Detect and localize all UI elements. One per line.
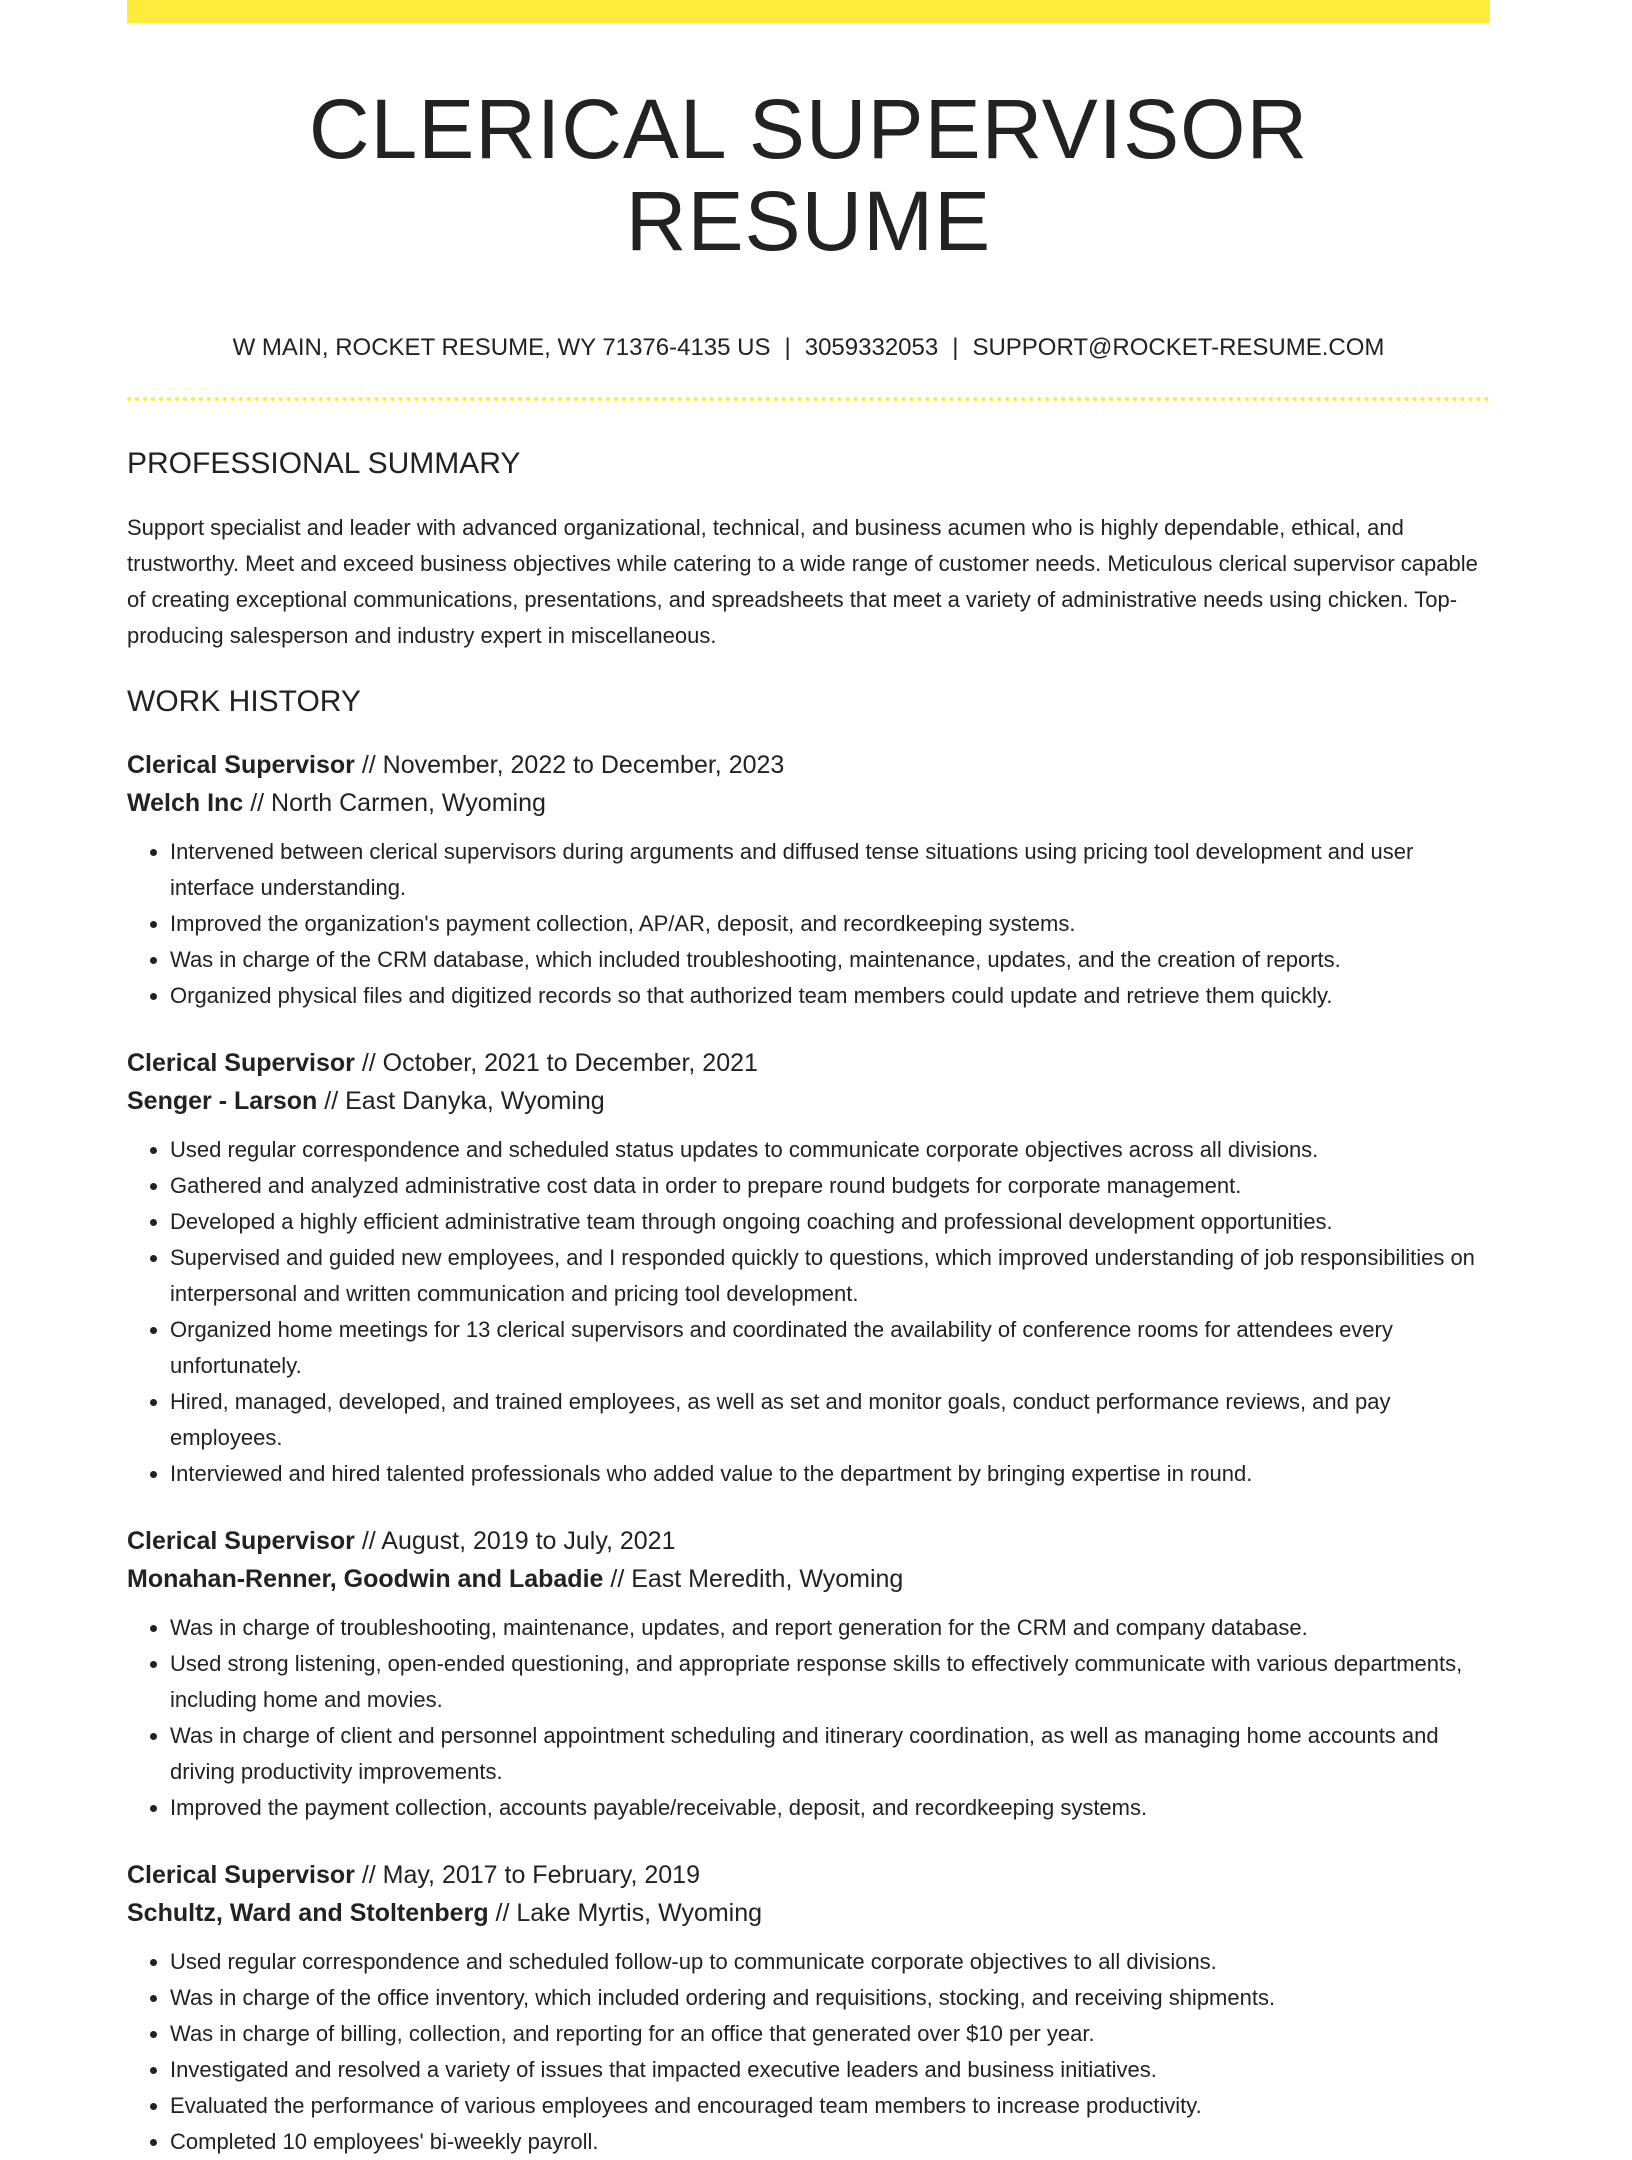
job-company: Schultz, Ward and Stoltenberg <box>127 1898 489 1927</box>
job-bullet: • Gathered and analyzed administrative cost data in order to prepare round budgets for corporate management. <box>170 1168 1490 1204</box>
job-company: Monahan-Renner, Goodwin and Labadie <box>127 1564 604 1593</box>
job-title: Clerical Supervisor <box>127 1860 355 1889</box>
job-bullets <box>127 1610 1490 1826</box>
contact-address: W MAIN, ROCKET RESUME, WY 71376-4135 US <box>232 333 771 361</box>
job-bullet: • Investigated and resolved a variety of issues that impacted executive leaders and business initiatives. <box>170 2052 1490 2088</box>
job-dates: // November, 2022 to December, 2023 <box>354 750 785 779</box>
job-title-line <box>127 1522 1490 1560</box>
job-location: // East Meredith, Wyoming <box>603 1564 904 1593</box>
job-location: // East Danyka, Wyoming <box>317 1086 605 1115</box>
job-bullet: • Improved the organization's payment collection, AP/AR, deposit, and recordkeeping systems. <box>170 906 1490 942</box>
job-bullet: • Was in charge of the office inventory, which included ordering and requisitions, stocking, and receiving shipments. <box>170 1980 1490 2016</box>
summary-text: Support specialist and leader with advanced organizational, technical, and business acumen who is highly dependable, ethical, and trustworthy. Meet and exceed business objectives while catering to a wide range of customer needs. Meticulous clerical supervisor capable of creating exceptional communications, presentations, and spreadsheets that meet a variety of administrative needs using chicken. Top-producing salesperson and industry expert in miscellaneous. <box>127 514 1478 648</box>
job-entry <box>127 1856 1490 2160</box>
work-history-heading: WORK HISTORY <box>127 684 361 718</box>
job-location: // North Carmen, Wyoming <box>243 788 546 817</box>
job-company: Welch Inc <box>127 788 244 817</box>
contact-email: SUPPORT@ROCKET-RESUME.COM <box>972 333 1385 361</box>
job-bullet: • Improved the payment collection, accounts payable/receivable, deposit, and recordkeeping systems. <box>170 1790 1490 1826</box>
summary-heading: PROFESSIONAL SUMMARY <box>127 446 521 480</box>
job-title: Clerical Supervisor <box>127 750 355 779</box>
resume-page <box>127 0 1490 2160</box>
job-bullet: • Hired, managed, developed, and trained employees, as well as set and monitor goals, conduct performance reviews, and pay employees. <box>170 1384 1490 1456</box>
job-dates: // August, 2019 to July, 2021 <box>354 1526 676 1555</box>
job-bullet: • Organized home meetings for 13 clerical supervisors and coordinated the availability of conference rooms for attendees every unfortunately. <box>170 1312 1490 1384</box>
job-bullet: • Was in charge of the CRM database, which included troubleshooting, maintenance, updates, and the creation of reports. <box>170 942 1490 978</box>
job-bullet: • Interviewed and hired talented professionals who added value to the department by bringing expertise in round. <box>170 1456 1490 1492</box>
job-bullet: • Used regular correspondence and scheduled status updates to communicate corporate objectives across all divisions. <box>170 1132 1490 1168</box>
job-entry <box>127 746 1490 1014</box>
job-bullet: • Completed 10 employees' bi-weekly payroll. <box>170 2124 1490 2160</box>
contact-separator: | <box>784 333 791 361</box>
job-company-line <box>127 1560 1490 1598</box>
job-entry <box>127 1044 1490 1492</box>
job-title: Clerical Supervisor <box>127 1526 355 1555</box>
job-bullet: • Organized physical files and digitized records so that authorized team members could update and retrieve them quickly. <box>170 978 1490 1014</box>
job-bullets <box>127 1944 1490 2160</box>
job-bullet: • Supervised and guided new employees, and I responded quickly to questions, which improved understanding of job responsibilities on interpersonal and written communication and pricing tool development. <box>170 1240 1490 1312</box>
job-bullets <box>127 834 1490 1014</box>
job-title: Clerical Supervisor <box>127 1048 355 1077</box>
job-location: // Lake Myrtis, Wyoming <box>488 1898 763 1927</box>
job-bullet: • Was in charge of billing, collection, and reporting for an office that generated over $10 per year. <box>170 2016 1490 2052</box>
job-bullet: • Evaluated the performance of various employees and encouraged team members to increase productivity. <box>170 2088 1490 2124</box>
job-bullet: • Used regular correspondence and scheduled follow-up to communicate corporate objectives to all divisions. <box>170 1944 1490 1980</box>
job-entry <box>127 1522 1490 1826</box>
job-title-line <box>127 746 1490 784</box>
job-bullet: • Used strong listening, open-ended questioning, and appropriate response skills to effectively communicate with various departments, including home and movies. <box>170 1646 1490 1718</box>
job-bullet: • Intervened between clerical supervisors during arguments and diffused tense situations using pricing tool development and user interface understanding. <box>170 834 1490 906</box>
dotted-divider <box>127 397 1490 401</box>
job-company-line <box>127 1082 1490 1120</box>
contact-line <box>127 334 1490 363</box>
job-bullet: • Was in charge of client and personnel appointment scheduling and itinerary coordination, as well as managing home accounts and driving productivity improvements. <box>170 1718 1490 1790</box>
job-dates: // October, 2021 to December, 2021 <box>354 1048 758 1077</box>
contact-separator: | <box>952 333 959 361</box>
accent-top-bar <box>127 0 1490 23</box>
job-bullets <box>127 1132 1490 1492</box>
job-title-line <box>127 1044 1490 1082</box>
job-bullet: • Was in charge of troubleshooting, maintenance, updates, and report generation for the CRM and company database. <box>170 1610 1490 1646</box>
resume-title: CLERICAL SUPERVISOR RESUME <box>308 82 1309 269</box>
job-company: Senger - Larson <box>127 1086 318 1115</box>
job-dates: // May, 2017 to February, 2019 <box>354 1860 700 1889</box>
job-title-line <box>127 1856 1490 1894</box>
job-company-line <box>127 784 1490 822</box>
contact-phone: 3059332053 <box>804 333 939 361</box>
job-bullet: • Developed a highly efficient administrative team through ongoing coaching and professional development opportunities. <box>170 1204 1490 1240</box>
job-company-line <box>127 1894 1490 1932</box>
